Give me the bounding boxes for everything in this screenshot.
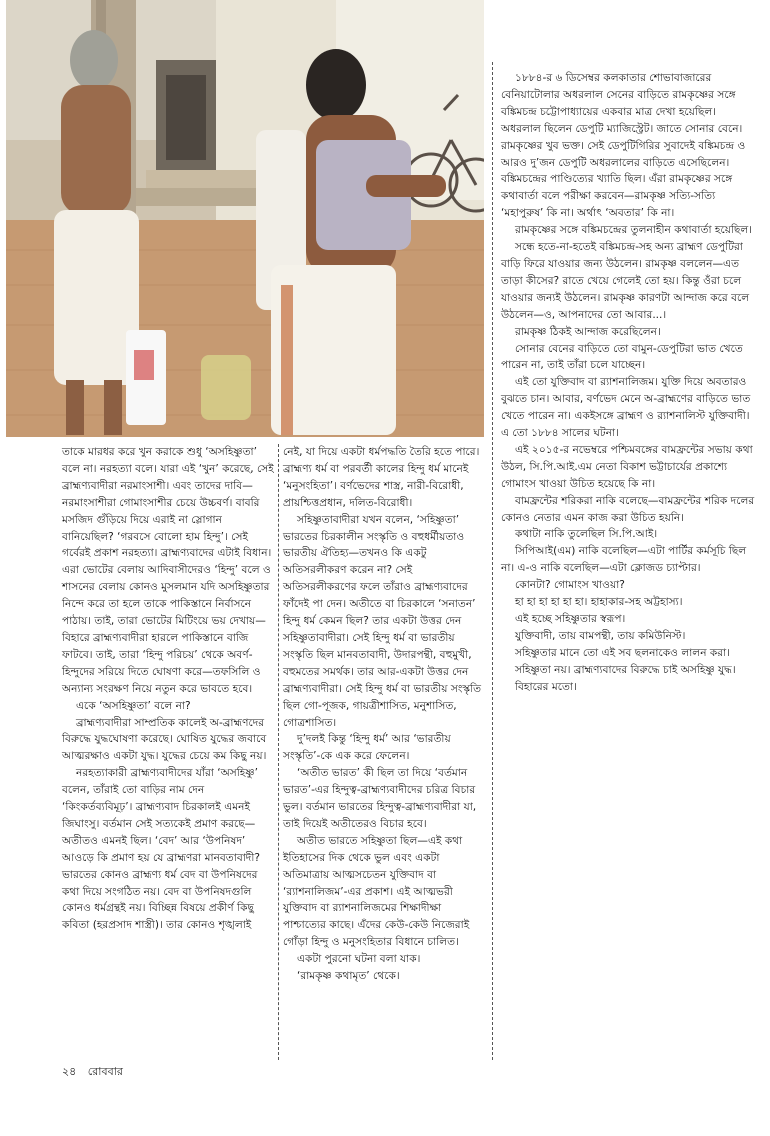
paragraph: এই হচ্ছে সহিষ্ণুতার স্বরূপ।	[515, 613, 626, 625]
paragraph: তাকে মারধর করে খুন করাকে শুধু ‘অসহিষ্ণুতা’ বলে না। নরহত্যা বলে। যারা এই ‘খুন’ করেছে, সেই ব্রাহ্মণ্যবাদীরা নরমাংসাশী। এবং তাদের দাবি—নরমাংসাশীরা গোমাংসাশীর চেয়ে উচ্চবর্ণ। বাবরি মসজিদ গুঁড়িয়ে দিয়ে এরাই না স্লোগান বানিয়েছিল? ‘গরবসে বোলো হাম হিন্দু’। সেই গর্বেরই প্রকাশ নরহত্যা। ব্রাহ্মণ্যবাদের এটাই বিধান। এরা ভোটের বেলায় আদিবাসীদেরও ‘হিন্দু’ বলে ও শাসনের বেলায় কোনও মুসলমান যদি অসহিষ্ণুতার নিন্দে করে তা হলে তাকে পাকিস্তানে নির্বাসনে পাঠায়। তাই, তারা ভোটের মিটিংয়ে ভয় দেখায়—বিহারে ব্রাহ্মণ্যবাদীরা হারলে পাকিস্তানে বাজি ফাটবে। তাই, তারা ‘হিন্দু পরিচয়’ থেকে অবর্ণ-হিন্দুদের সরিয়ে দিতে ঘোষণা করে—তফসিলি ও অন্যান্য সংরক্ষণ নিয়ে নতুন করে ভাবতে হবে।	[62, 446, 274, 695]
column-divider	[278, 444, 279, 1060]
article-column-1	[62, 444, 274, 934]
paragraph: যুক্তিবাদী, তায় বামপন্থী, তায় কমিউনিস্ট।	[515, 629, 686, 642]
paragraph: একটা পুরনো ঘটনা বলা যাক।	[297, 953, 421, 966]
page-folio	[62, 1063, 123, 1082]
article-column-3	[501, 70, 755, 696]
paragraph: অতীত ভারতে সহিষ্ণুতা ছিল—এই কথা ইতিহাসের দিক থেকে ভুল এবং একটা অতিমাত্রায় আত্মসচেতন যুক্তিবাদ বা ‘র‍্যাশনালিজম’-এর প্রকাশ। এই আত্মভরী যুক্তিবাদ বা র‍্যাশনালিজমের শিক্ষাদীক্ষা পাশ্চাত্যের কাছে। এঁদের কেউ-কেউ নিজেরাই গোঁড়া হিন্দু ও মনুসংহিতার বিধানে চালিত।	[283, 834, 470, 949]
paragraph: ১৮৮৪-র ৬ ডিসেম্বর কলকাতার শোভাবাজারের বেনিয়াটোলার অধরলাল সেনের বাড়িতে রামকৃষ্ণের সঙ্গে বঙ্কিমচন্দ্র চট্টোপাধ্যায়ের একবার মাত্র দেখা হয়েছিল। অধরলাল ছিলেন ডেপুটি ম্যাজিস্ট্রেট। জাতে সোনার বেনে। রামকৃষ্ণের খুব ভক্ত। সেই ডেপুটিগিরির সুবাদেই বঙ্কিমচন্দ্র ও আরও দু’জন ডেপুটি অধরলালের বাড়িতে এসেছিলেন। বঙ্কিমচন্দ্রের পাণ্ডিত্যের খ্যাতি ছিল। এঁরা রামকৃষ্ণের সঙ্গে কথাবার্তা বলে পরীক্ষা করবেন—রামকৃষ্ণ সত্যি-সত্যি ‘মহাপুরুষ’ কি না। অর্থাৎ ‘অবতার’ কি না।	[501, 72, 746, 220]
page-number: ২৪	[62, 1065, 77, 1078]
two-men-walking-photo	[6, 0, 484, 437]
paragraph: নেই, যা দিয়ে একটা ধর্মপদ্ধতি তৈরি হতে পারে। ব্রাহ্মণ্য ধর্ম বা পরবর্তী কালের হিন্দু ধর্ম মানেই ‘মনুসংহিতা’। বর্ণভেদের শাস্ত্র, নারী-বিরোধী, প্রায়শ্চিত্তপ্রধান, দলিত-বিরোধী।	[283, 446, 480, 509]
paragraph: কথাটা নাকি তুলেছিল সি.পি.আই।	[515, 528, 658, 541]
article-photo	[6, 0, 484, 437]
paragraph: দু’দলই কিন্তু ‘হিন্দু ধর্ম’ আর ‘ভারতীয় সংস্কৃতি’-কে এক করে ফেলেন।	[283, 733, 451, 763]
paragraph: সিপিআই(এম) নাকি বলেছিল—এটা পার্টির কর্মসূচি ছিল না। এ-ও নাকি বলেছিল—এটা ক্লোজড চ্যাপ্টার।	[501, 545, 747, 575]
paragraph: রামকৃষ্ণ ঠিকই আন্দাজ করেছিলেন।	[515, 325, 661, 338]
paragraph: সহিষ্ণুতার মানে তো এই সব ছলনাকেও লালন করা।	[515, 646, 730, 659]
paragraph: কোনটা? গোমাংস খাওয়া?	[515, 579, 625, 592]
magazine-name: রোববার	[87, 1065, 123, 1078]
paragraph: রামকৃষ্ণের সঙ্গে বঙ্কিমচন্দ্রের তুলনাহীন কথাবার্তা হয়েছিল।	[515, 224, 753, 237]
paragraph: এই ২০১৫-র নভেম্বরে পশ্চিমবঙ্গের বামফ্রন্টের সভায় কথা উঠল, সি.পি.আই.এম নেতা বিকাশ ভট্টাচার্যের প্রকাশ্যে গোমাংস খাওয়া উচিত হয়েছে কি না।	[501, 443, 753, 490]
paragraph: হা হা হা হা হা হা। হাহাকার-সহ অট্টহাস্য।	[515, 596, 683, 609]
article-column-2	[283, 444, 486, 985]
paragraph: সন্ধে হতে-না-হতেই বঙ্কিমচন্দ্র-সহ অন্য ব্রাহ্মণ ডেপুটিরা বাড়ি ফিরে যাওয়ার জন্য উঠলেন। রামকৃষ্ণ বললেন—এত তাড়া কীসের? রাতে খেয়ে গেলেই তো হয়। কিন্তু ওঁরা চলে যাওয়ার জন্যই উঠলেন। রামকৃষ্ণ কারণটা আন্দাজ করে বলে উঠলেন—ও, আপনাদের তো আবার...।	[501, 241, 750, 321]
paragraph: নরহত্যাকারী ব্রাহ্মণ্যবাদীদের যাঁরা ‘অসহিষ্ণু’ বলেন, তাঁরাই তো বাড়ির নাম দেন ‘কিংকর্তব্যবিমূঢ়’। ব্রাহ্মণ্যবাদ চিরকালই এমনই জিঘাংসু। বর্তমান সেই সত্যকেই প্রমাণ করছে—অতীতও এমনই ছিল। ‘বেদ’ আর ‘উপনিষদ’ আওড়ে কি প্রমাণ হয় যে ব্রাহ্মণরা মানবতাবাদী? ভারতের কোনও ব্রাহ্মণ্য ধর্ম বেদ বা উপনিষদের কথা দিয়ে সংগঠিত নয়। বেদ বা উপনিষদগুলি কোনও ধর্মগ্রন্থই নয়। বিচ্ছিন্ন বিষয়ে প্রকীর্ণ কিছু কবিতা (হরপ্রসাদ শাস্ত্রী)। তার কোনও শৃঙ্খলাই	[62, 767, 261, 932]
paragraph: সহিষ্ণুতাবাদীরা যখন বলেন, ‘সহিষ্ণুতা’ ভারতের চিরকালীন সংস্কৃতি ও বহুধর্মীয়তাও ভারতীয় ঐতিহ্য—তখনও কি একটু অতিসরলীকরণ করেন না? সেই অতিসরলীকরণের ফলে তাঁরাও ব্রাহ্মণ্যবাদের ফাঁদেই পা দেন। অতীতে বা চিরকালে ‘সনাতন’ হিন্দু ধর্ম কেমন ছিল? তার একটা উত্তর দেন সহিষ্ণুতাবাদীরা। সেই হিন্দু ধর্ম বা ভারতীয় সংস্কৃতি ছিল মানবতাবাদী, উদারপন্থী, বহুমুখী, বহুমতের সমর্থক। তার আর-একটা উত্তর দেন ব্রাহ্মণ্যবাদীরা। সেই হিন্দু ধর্ম বা ভারতীয় সংস্কৃতি ছিল গো-পূজক, গায়ত্রীশাসিত, মনুশাসিত, গোত্রশাসিত।	[283, 513, 482, 729]
paragraph: ব্রাহ্মণ্যবাদীরা সাম্প্রতিক কালেই অ-ব্রাহ্মণদের বিরুদ্ধে যুদ্ধঘোষণা করেছে। ঘোষিত যুদ্ধের জবাবে আত্মরক্ষাও একটা যুদ্ধ। যুদ্ধের চেয়ে কম কিছু নয়।	[62, 716, 267, 763]
paragraph: একে ‘অসহিষ্ণুতা’ বলে না?	[76, 699, 191, 712]
column-divider	[492, 62, 493, 1060]
paragraph: বামফ্রন্টের শরিকরা নাকি বলেছে—বামফ্রন্টের শরিক দলের কোনও নেতার এমন কাজ করা উচিত হয়নি।	[501, 494, 755, 524]
paragraph: ‘অতীত ভারত’ কী ছিল তা দিয়ে ‘বর্তমান ভারত’-এর হিন্দুত্ব-ব্রাহ্মণ্যবাদীদের চরিত্র বিচার ভুল। বর্তমান ভারতের হিন্দুত্ব-ব্রাহ্মণ্যবাদীরা যা, তাই দিয়েই অতীতেরও বিচার হবে।	[283, 767, 477, 830]
paragraph: ‘রামকৃষ্ণ কথামৃত’ থেকে।	[297, 970, 400, 983]
paragraph: সহিষ্ণুতা নয়। ব্রাহ্মণ্যবাদের বিরুদ্ধে চাই অসহিষ্ণু যুদ্ধ।	[515, 663, 736, 676]
paragraph: বিহারের মতো।	[515, 680, 577, 693]
paragraph: সোনার বেনের বাড়িতে তো বামুন-ডেপুটিরা ভাত খেতে পারেন না, তাই তাঁরা চলে যাচ্ছেন।	[501, 342, 743, 372]
paragraph: এই তো যুক্তিবাদ বা র‍্যাশনালিজম। যুক্তি দিয়ে অবতারও বুঝতে চান। আবার, বর্ণভেদ মেনে অ-ব্রাহ্মণের বাড়িতে ভাত খেতে পারেন না। একইসঙ্গে ব্রাহ্মণ ও র‍্যাশনালিস্ট যুক্তিবাদী। এ তো ১৮৮৪ সালের ঘটনা।	[501, 376, 751, 440]
